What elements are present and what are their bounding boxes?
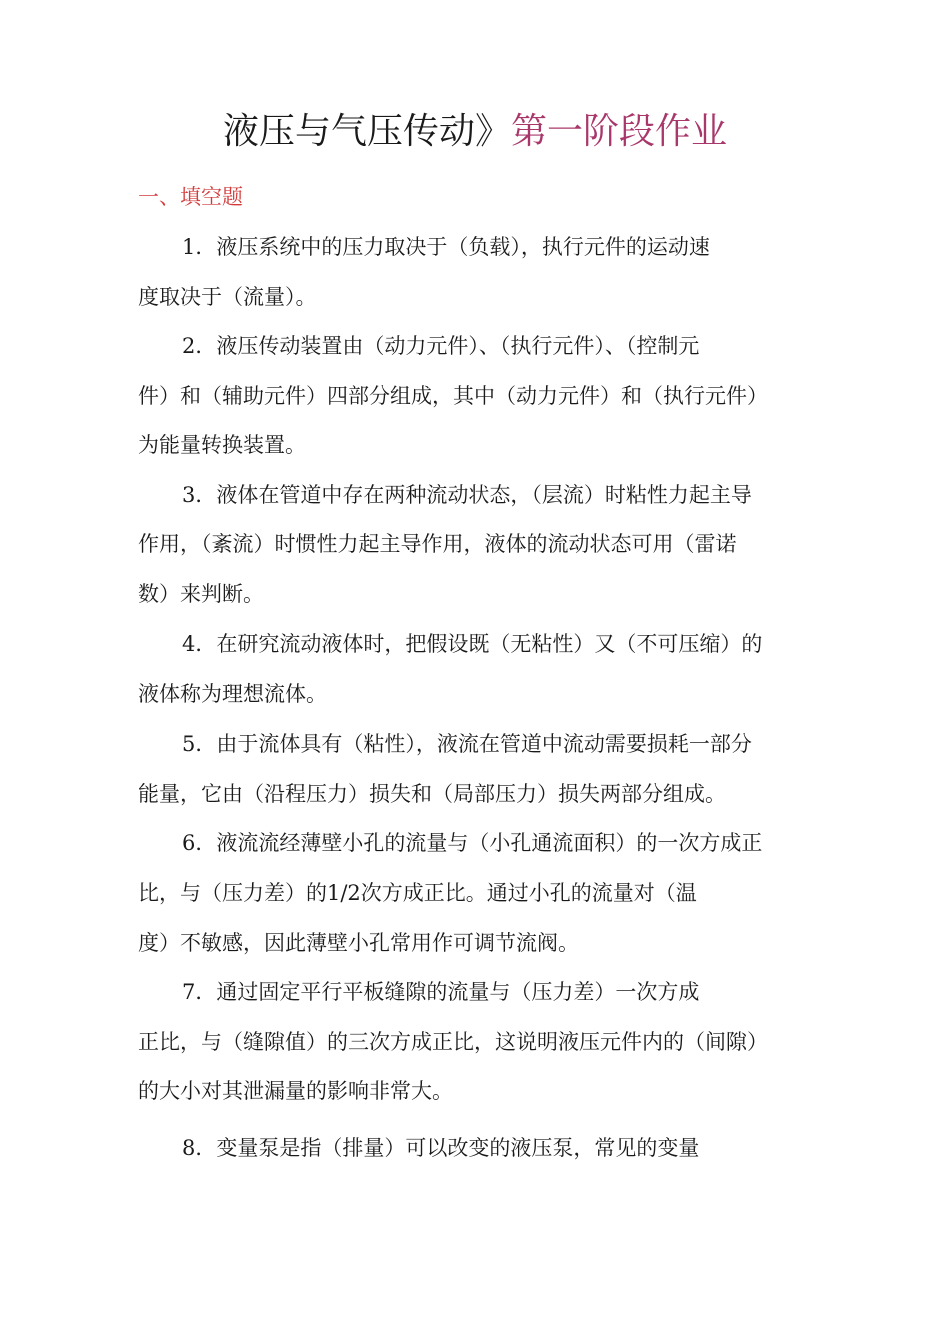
- question-line: 作用，（紊流）时惯性力起主导作用，液体的流动状态可用（雷诺: [138, 532, 737, 556]
- title-accent: 第一阶段作业: [511, 111, 728, 152]
- question-line: 8．变量泵是指（排量）可以改变的液压泵，常见的变量: [182, 1136, 700, 1160]
- question-line: 数）来判断。: [138, 582, 264, 606]
- title-main: 液压与气压传动》: [222, 111, 511, 152]
- question-line: 为能量转换装置。: [138, 433, 306, 457]
- question-line: 液体称为理想流体。: [138, 682, 327, 706]
- question-line: 能量，它由（沿程压力）损失和（局部压力）损失两部分组成。: [138, 782, 726, 806]
- question-line: 1．液压系统中的压力取决于（负载），执行元件的运动速: [182, 235, 710, 259]
- question-line: 2．液压传动装置由（动力元件）、（执行元件）、（控制元: [182, 334, 700, 358]
- question-line: 3．液体在管道中存在两种流动状态，（层流）时粘性力起主导: [182, 483, 752, 507]
- question-line: 度）不敏感，因此薄壁小孔常用作可调节流阀。: [138, 931, 579, 955]
- question-line: 正比，与（缝隙值）的三次方成正比，这说明液压元件内的（间隙）: [138, 1030, 768, 1054]
- question-line: 7．通过固定平行平板缝隙的流量与（压力差）一次方成: [182, 980, 700, 1004]
- section-heading: 一、填空题: [138, 185, 243, 209]
- question-line: 件）和（辅助元件）四部分组成，其中（动力元件）和（执行元件）: [138, 384, 768, 408]
- question-line: 的大小对其泄漏量的影响非常大。: [138, 1079, 453, 1103]
- question-line: 比，与（压力差）的1/2次方成正比。通过小孔的流量对（温: [138, 881, 697, 905]
- question-line: 4．在研究流动液体时，把假设既（无粘性）又（不可压缩）的: [182, 632, 763, 656]
- question-line: 5．由于流体具有（粘性），液流在管道中流动需要损耗一部分: [182, 732, 752, 756]
- question-line: 6．液流流经薄壁小孔的流量与（小孔通流面积）的一次方成正: [182, 831, 763, 855]
- page-title: [0, 108, 950, 156]
- question-line: 度取决于（流量）。: [138, 285, 317, 309]
